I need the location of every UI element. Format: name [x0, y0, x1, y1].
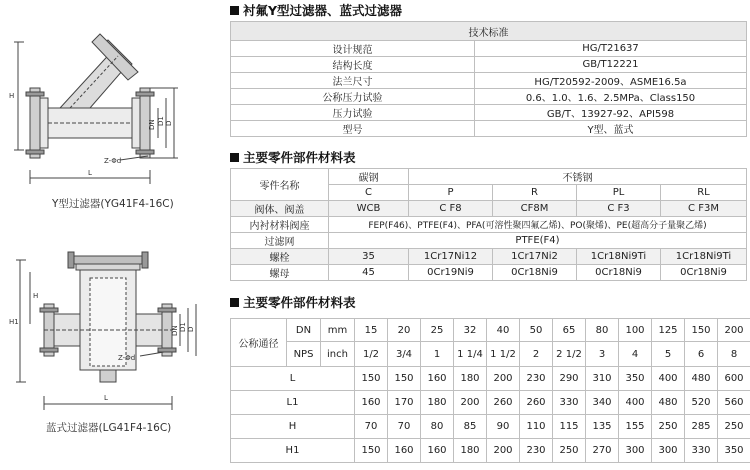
table-cell: 480	[685, 367, 718, 391]
table-cell: 法兰尺寸	[231, 73, 475, 89]
dimension-table	[230, 318, 750, 463]
table-cell: 8	[718, 342, 750, 367]
table-header: inch	[321, 342, 355, 367]
dim-label: H	[9, 92, 15, 100]
basket-strainer-caption: 蓝式过滤器(LG41F4-16C)	[46, 422, 172, 434]
table-cell: 型号	[231, 121, 475, 137]
table-header: 零件名称	[231, 169, 329, 201]
table-cell: HG/T21637	[475, 41, 747, 57]
table-header: 不锈钢	[409, 169, 747, 185]
table-cell: 330	[685, 439, 718, 463]
table-cell: C F3M	[661, 201, 747, 217]
dim-label: L	[88, 169, 92, 177]
table-cell: 80	[586, 319, 619, 342]
dim-label: DN	[148, 119, 156, 130]
table-cell: 内衬材料阀座	[231, 217, 329, 233]
table-cell: 0Cr18Ni9	[493, 265, 577, 281]
table-cell: 螺栓	[231, 249, 329, 265]
table-cell: FEP(F46)、PTFE(F4)、PFA(可溶性聚四氟乙烯)、PO(聚烯)、PE(超高分子量聚乙烯)	[329, 217, 747, 233]
table-cell: 阀体、阀盖	[231, 201, 329, 217]
table-cell: 32	[454, 319, 487, 342]
table-cell: 1Cr17Ni12	[409, 249, 493, 265]
table-cell: 85	[454, 415, 487, 439]
square-bullet-icon	[230, 6, 239, 15]
table-cell: 1 1/4	[454, 342, 487, 367]
row-label: L1	[231, 391, 355, 415]
table-cell: 0Cr18Ni9	[577, 265, 661, 281]
table-cell: 70	[355, 415, 388, 439]
table-cell: 230	[520, 439, 553, 463]
table-cell: C	[329, 185, 409, 201]
table-cell: 350	[619, 367, 652, 391]
table-header: NPS	[287, 342, 321, 367]
square-bullet-icon	[230, 298, 239, 307]
table-cell: 180	[454, 439, 487, 463]
section-title: 主要零件部件材料表	[230, 148, 356, 166]
tech-standard-table	[230, 21, 747, 137]
table-cell: C F3	[577, 201, 661, 217]
dim-label: D1	[179, 322, 187, 332]
dim-label: Z-Φd	[118, 354, 136, 362]
table-cell: 40	[487, 319, 520, 342]
table-cell: 310	[586, 367, 619, 391]
table-cell: 180	[454, 367, 487, 391]
table-cell: 2	[520, 342, 553, 367]
table-cell: 90	[487, 415, 520, 439]
table-cell: 160	[388, 439, 421, 463]
dim-label: H	[33, 292, 39, 300]
row-label: H	[231, 415, 355, 439]
table-header: mm	[321, 319, 355, 342]
basket-strainer-drawing	[0, 232, 228, 422]
material-table	[230, 168, 747, 281]
table-cell: 300	[619, 439, 652, 463]
table-cell: 110	[520, 415, 553, 439]
table-cell: 65	[553, 319, 586, 342]
table-cell: 135	[586, 415, 619, 439]
table-cell: CF8M	[493, 201, 577, 217]
table-cell: 公称压力试验	[231, 89, 475, 105]
table-cell: 285	[685, 415, 718, 439]
table-cell: 4	[619, 342, 652, 367]
table-cell: 160	[421, 439, 454, 463]
table-cell: 160	[421, 367, 454, 391]
table-header: DN	[287, 319, 321, 342]
table-cell: 100	[619, 319, 652, 342]
dim-label: Z-Φd	[104, 157, 122, 165]
dim-label: D	[165, 120, 173, 126]
table-cell: 1 1/2	[487, 342, 520, 367]
table-cell: 250	[553, 439, 586, 463]
dim-label: D1	[157, 116, 165, 126]
table-cell: 300	[652, 439, 685, 463]
table-cell: 6	[685, 342, 718, 367]
table-cell: 1Cr18Ni9Ti	[577, 249, 661, 265]
table-cell: 290	[553, 367, 586, 391]
table-cell: 350	[718, 439, 750, 463]
table-cell: GB/T、13927-92、API598	[475, 105, 747, 121]
table-cell: 520	[685, 391, 718, 415]
table-cell: 0Cr18Ni9	[661, 265, 747, 281]
table-cell: 150	[685, 319, 718, 342]
table-cell: PL	[577, 185, 661, 201]
table-cell: 230	[520, 367, 553, 391]
section-title: 衬氟Y型过滤器、蓝式过滤器	[230, 1, 402, 19]
table-cell: 400	[652, 367, 685, 391]
table-header: 碳钢	[329, 169, 409, 185]
table-cell: 200	[487, 367, 520, 391]
table-cell: 200	[718, 319, 750, 342]
y-strainer-caption: Y型过滤器(YG41F4-16C)	[52, 198, 174, 210]
table-cell: 115	[553, 415, 586, 439]
table-cell: 70	[388, 415, 421, 439]
row-label: H1	[231, 439, 355, 463]
table-cell: 180	[421, 391, 454, 415]
y-strainer-drawing	[0, 0, 228, 200]
table-cell: PTFE(F4)	[329, 233, 747, 249]
table-cell: 155	[619, 415, 652, 439]
table-cell: 0.6、1.0、1.6、2.5MPa、Class150	[475, 89, 747, 105]
dim-label: H1	[9, 318, 19, 326]
table-cell: GB/T12221	[475, 57, 747, 73]
table-cell: 35	[329, 249, 409, 265]
table-cell: 50	[520, 319, 553, 342]
table-cell: 600	[718, 367, 750, 391]
table-cell: P	[409, 185, 493, 201]
table-cell: 270	[586, 439, 619, 463]
table-cell: 560	[718, 391, 750, 415]
table-cell: 160	[355, 391, 388, 415]
table-cell: 1Cr17Ni2	[493, 249, 577, 265]
table-cell: 0Cr19Ni9	[409, 265, 493, 281]
dim-label: L	[104, 394, 108, 402]
table-cell: 过滤网	[231, 233, 329, 249]
table-cell: 480	[652, 391, 685, 415]
table-cell: R	[493, 185, 577, 201]
table-cell: 压力试验	[231, 105, 475, 121]
table-cell: 260	[520, 391, 553, 415]
table-cell: 20	[388, 319, 421, 342]
figure-panel	[0, 0, 228, 470]
table-cell: 螺母	[231, 265, 329, 281]
table-cell: HG/T20592-2009、ASME16.5a	[475, 73, 747, 89]
table-cell: 260	[487, 391, 520, 415]
row-label: L	[231, 367, 355, 391]
table-cell: RL	[661, 185, 747, 201]
table-cell: 80	[421, 415, 454, 439]
table-header: 公称通径	[231, 319, 287, 367]
table-cell: 25	[421, 319, 454, 342]
table-cell: WCB	[329, 201, 409, 217]
table-cell: 150	[355, 439, 388, 463]
table-cell: 5	[652, 342, 685, 367]
table-cell: 200	[454, 391, 487, 415]
table-cell: 340	[586, 391, 619, 415]
dim-label: DN	[171, 325, 179, 336]
table-cell: 150	[355, 367, 388, 391]
table-cell: 400	[619, 391, 652, 415]
table-cell: 1/2	[355, 342, 388, 367]
table-header: 技术标准	[231, 22, 747, 41]
table-cell: C F8	[409, 201, 493, 217]
table-cell: 45	[329, 265, 409, 281]
table-cell: 2 1/2	[553, 342, 586, 367]
table-cell: 3	[586, 342, 619, 367]
table-cell: 15	[355, 319, 388, 342]
table-cell: 结构长度	[231, 57, 475, 73]
table-cell: 1Cr18Ni9Ti	[661, 249, 747, 265]
section-title: 主要零件部件材料表	[230, 293, 356, 311]
table-cell: Y型、蓝式	[475, 121, 747, 137]
table-cell: 170	[388, 391, 421, 415]
table-cell: 125	[652, 319, 685, 342]
table-cell: 250	[718, 415, 750, 439]
table-cell: 250	[652, 415, 685, 439]
table-cell: 200	[487, 439, 520, 463]
table-cell: 330	[553, 391, 586, 415]
dim-label: D	[187, 326, 195, 332]
square-bullet-icon	[230, 153, 239, 162]
table-cell: 设计规范	[231, 41, 475, 57]
table-cell: 150	[388, 367, 421, 391]
table-cell: 1	[421, 342, 454, 367]
table-cell: 3/4	[388, 342, 421, 367]
